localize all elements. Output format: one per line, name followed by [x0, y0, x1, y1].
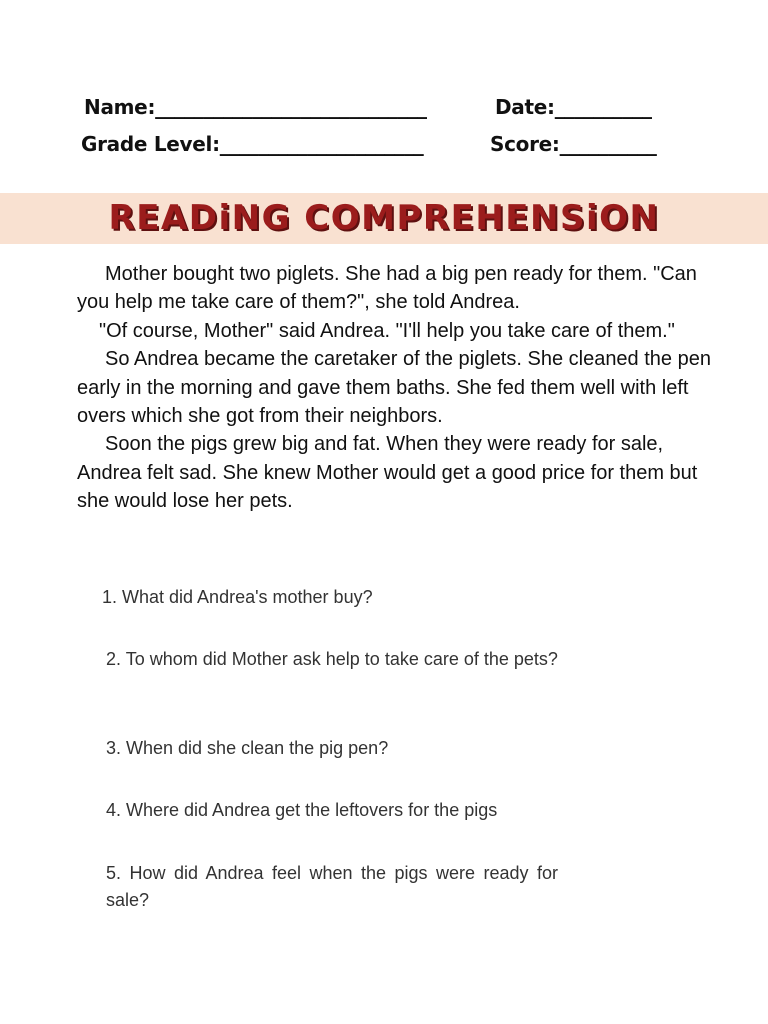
score-field[interactable]: Score:__________	[490, 132, 657, 156]
passage-paragraph: So Andrea became the caretaker of the piglets. She cleaned the pen early in the morning and gave them baths. She fed them well with left overs which she got from their neighbors.	[77, 348, 711, 428]
page-title: READiNG COMPREHENSiON	[108, 198, 660, 238]
grade-level-field[interactable]: Grade Level:_____________________	[81, 132, 424, 156]
passage-paragraph: Mother bought two piglets. She had a big pen ready for them. "Can you help me take care of them?", she told Andrea.	[77, 263, 697, 314]
question-4: 4. Where did Andrea get the leftovers for the pigs	[106, 800, 498, 820]
title-banner	[0, 193, 768, 244]
name-field[interactable]: Name:____________________________	[84, 95, 427, 119]
question-2: 2. To whom did Mother ask help to take care of the pets?	[106, 649, 558, 669]
question-3: 3. When did she clean the pig pen?	[106, 738, 389, 758]
date-field[interactable]: Date:__________	[495, 95, 652, 119]
question-1: 1. What did Andrea's mother buy?	[102, 587, 373, 607]
question-5: 5. How did Andrea feel when the pigs were ready for sale?	[106, 863, 558, 910]
passage-paragraph: "Of course, Mother" said Andrea. "I'll help you take care of them."	[99, 319, 675, 342]
reading-passage	[77, 260, 717, 516]
passage-paragraph: Soon the pigs grew big and fat. When they were ready for sale, Andrea felt sad. She knew Mother would get a good price for them but she would lose her pets.	[77, 433, 698, 513]
